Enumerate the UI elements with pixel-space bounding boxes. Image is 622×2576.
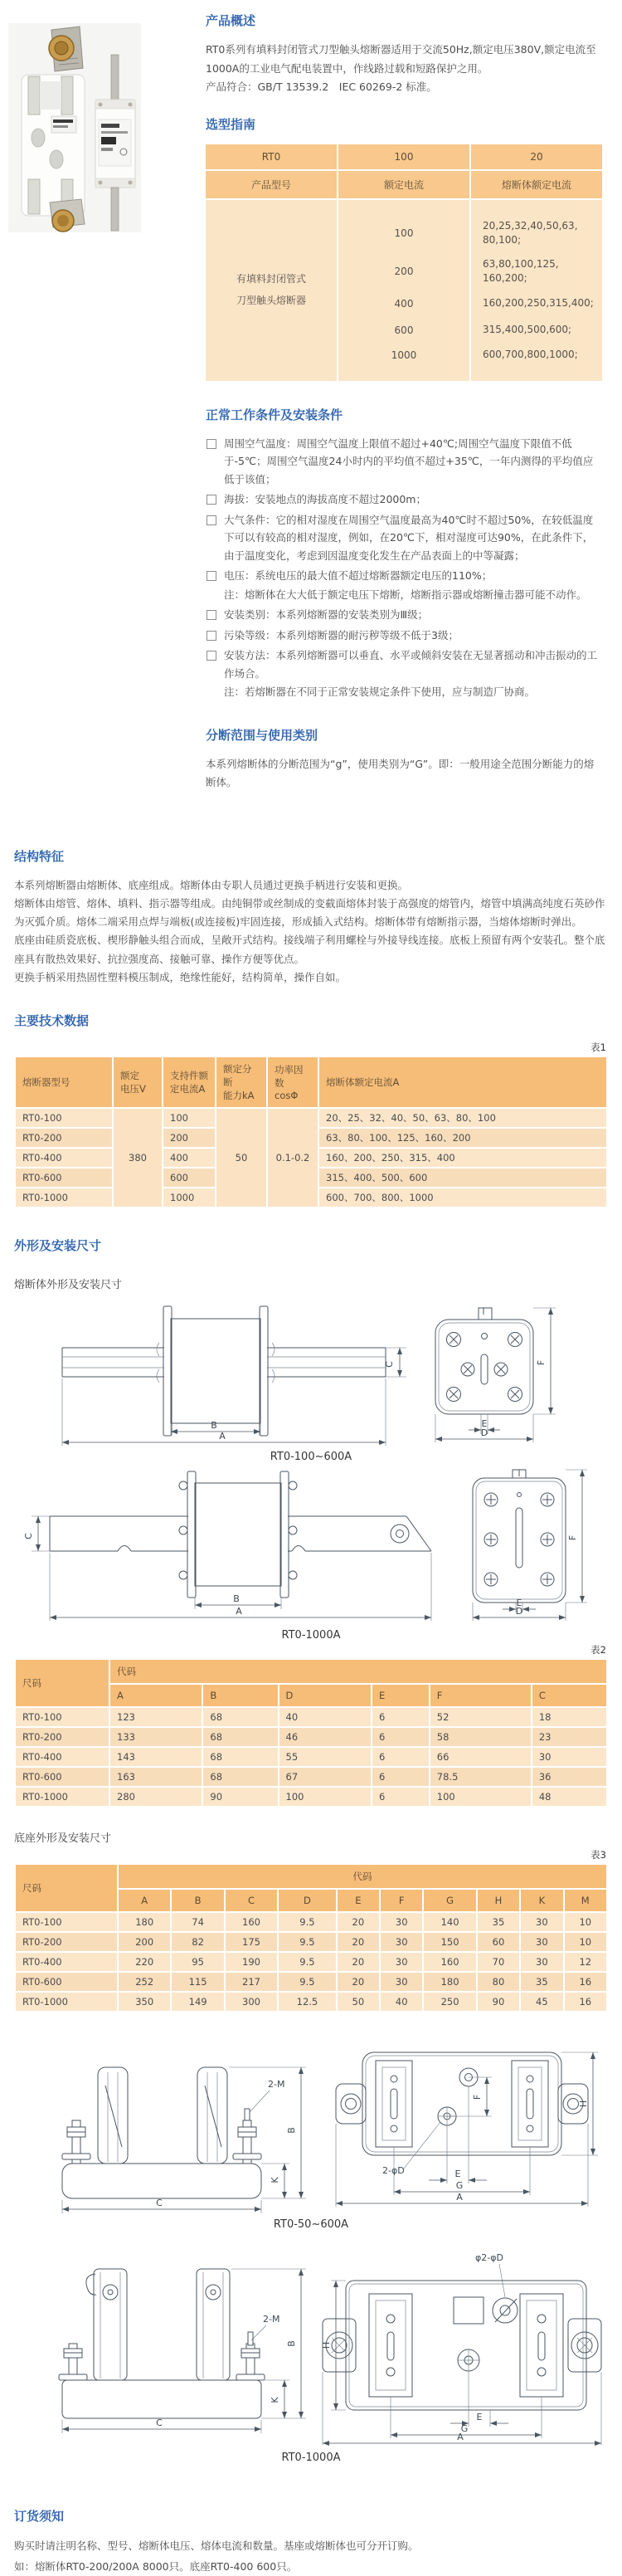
base-50-600-drawing: [14, 2037, 611, 2215]
condition-item: [206, 435, 602, 489]
dim-label-c: C: [23, 1533, 34, 1539]
dim-label-c: C: [384, 1361, 395, 1368]
product-photo: [8, 23, 141, 232]
dim-label-a: A: [219, 1431, 226, 1442]
cell: 48: [532, 1788, 606, 1806]
cell: 180: [119, 1913, 170, 1931]
structure-paragraph: 熔断体由熔管、熔体、填料、指示器等组成。由纯铜带或丝制成的变截面熔体封装于高强度的熔管内，熔管中填满高纯度石英砂作为灭弧介质。熔体二端采用点焊与端板(或连接板)牢固连接，形成插入式结构。熔断体带有熔断指示器，当熔体熔断时弹出。: [14, 896, 605, 928]
cell: RT0-600: [16, 1768, 109, 1786]
cell: 30: [381, 1933, 422, 1951]
product-name-cell: [206, 200, 337, 381]
col-header: F: [430, 1685, 531, 1706]
dim-label-c: C: [156, 2417, 163, 2428]
cell: RT0-100: [16, 1913, 117, 1931]
col-header: 熔断器型号: [16, 1057, 112, 1107]
structure-paragraph: 更换手柄采用热固性塑料模压制成，绝缘性能好，结构简单，操作自如。: [14, 970, 347, 983]
cell: 68: [203, 1728, 277, 1746]
dim-label-f: F: [536, 1359, 547, 1366]
dim-label-d: D: [515, 1606, 523, 1617]
fuse-1000-drawing: [17, 1468, 605, 1626]
cell: 100: [394, 227, 414, 239]
cell: 20: [338, 1913, 379, 1931]
cell: 20: [338, 1953, 379, 1971]
cell: RT0-1000: [16, 1993, 117, 2011]
cell-breaking: 50: [216, 1109, 266, 1207]
cell: 58: [430, 1728, 531, 1746]
structure-paragraph: 本系列熔断器由熔断体、底座组成。熔断体由专职人员通过更换手柄进行安装和更换。: [14, 878, 409, 891]
cell: 63、80、100、125、160、200: [319, 1129, 606, 1147]
condition-item: [206, 567, 602, 603]
cell: 6: [372, 1768, 429, 1786]
col-header: G: [424, 1890, 475, 1911]
col-header: A: [110, 1685, 202, 1706]
col-header: RT0: [206, 144, 337, 169]
cell: 350: [119, 1993, 170, 2011]
dim-label-k: K: [270, 2177, 280, 2183]
dim-label-k: K: [270, 2397, 280, 2403]
cell: 400: [163, 1149, 215, 1167]
dim-label-h: H: [578, 2100, 589, 2108]
body-current-column: [471, 200, 602, 381]
fuse-100-600-drawing: [17, 1296, 605, 1447]
cell: 68: [203, 1708, 277, 1726]
condition-text: [224, 646, 602, 701]
cell: 280: [110, 1788, 202, 1806]
cell: RT0-100: [16, 1708, 109, 1726]
base-drawing-50-600: [14, 2037, 608, 2231]
table-row: [16, 1953, 606, 1971]
cell: 20,25,32,40,50,63, 80,100;: [483, 220, 578, 246]
table-header-row: [16, 1660, 606, 1683]
cell: 30: [532, 1748, 606, 1766]
cell: 12.5: [279, 1993, 335, 2011]
cell: RT0-1000: [16, 1788, 109, 1806]
col-header: D: [279, 1685, 371, 1706]
col-header: C: [532, 1685, 606, 1706]
tech-data-section: [0, 1012, 622, 1208]
col-header: B: [203, 1685, 277, 1706]
cell: 35: [521, 1973, 562, 1991]
cell: 10: [565, 1933, 606, 1951]
cell: 100: [279, 1788, 371, 1806]
cell: 78.5: [430, 1768, 531, 1786]
col-header: M: [565, 1890, 606, 1911]
cell: 30: [381, 1953, 422, 1971]
selection-subheader-row: [206, 171, 602, 198]
col-header: 额定 电压V: [114, 1057, 162, 1107]
cell: 18: [532, 1708, 606, 1726]
top-section: [0, 0, 622, 811]
table-row: [16, 1728, 606, 1746]
cell: 400: [394, 297, 414, 310]
table-header-row: [16, 1057, 606, 1107]
checkbox-icon: [207, 571, 216, 581]
col-header: 熔断体额定电流: [471, 171, 602, 198]
cell: 600: [163, 1168, 215, 1187]
col-header: 额定分断 能力kA: [216, 1057, 266, 1107]
condition-item: [206, 606, 602, 624]
cell: 20: [338, 1973, 379, 1991]
cell: 160: [424, 1953, 475, 1971]
cell: 16: [565, 1973, 606, 1991]
cell: 6: [372, 1708, 429, 1726]
cell: 133: [110, 1728, 202, 1746]
cell: 175: [226, 1933, 277, 1951]
table-row: [16, 1973, 606, 1991]
cell: 68: [203, 1748, 277, 1766]
cell: 95: [172, 1953, 223, 1971]
cell: RT0-600: [16, 1168, 112, 1187]
dim-label-2m: 2-M: [263, 2314, 280, 2325]
checkbox-icon: [207, 515, 216, 525]
selection-header-row: [206, 144, 602, 169]
dim-label-d: D: [480, 1427, 488, 1438]
cell: 82: [172, 1933, 223, 1951]
dim-label-a: A: [236, 1606, 242, 1617]
dim-label-h: H: [321, 2341, 332, 2349]
dim-label-2m: 2-M: [268, 2079, 285, 2090]
structure-paragraph: 底座由硅质瓷底板、楔形静触头组合而成，呈敞开式结构。接线端子利用螺栓与外接导线连接。底板上预留有两个安装孔。整个底座具有散热效果好、抗拉强度高、接触可靠、操作方便等优点。: [14, 934, 605, 965]
dim-label-a: A: [456, 2192, 463, 2203]
col-header: B: [172, 1890, 223, 1911]
corner-header: 尺码: [16, 1660, 109, 1706]
top-right-column: [206, 12, 602, 811]
cell: 90: [478, 1993, 519, 2011]
base-dims-subtitle: 底座外形及安装尺寸: [14, 1832, 112, 1845]
cell: 30: [521, 1933, 562, 1951]
condition-item: [206, 627, 602, 645]
rated-current-column: [338, 200, 469, 381]
cell: 36: [532, 1768, 606, 1786]
condition-note: 注：若熔断器在不同于正常安装规定条件下使用，应与制造厂协商。: [224, 685, 536, 698]
ordering-line1: 购买时请注明名称、型号、熔断体电压、熔体电流和数量。基座或熔断体也可分开订购。: [14, 2539, 419, 2552]
selection-heading: 选型指南: [206, 116, 256, 132]
base-1000-drawing: [14, 2246, 611, 2448]
col-header: H: [478, 1890, 519, 1911]
col-header: 熔断体额定电流A: [319, 1057, 606, 1107]
cell: 30: [381, 1913, 422, 1931]
dim-label-c: C: [156, 2198, 163, 2208]
cell: 200: [119, 1933, 170, 1951]
cell: 10: [565, 1913, 606, 1931]
col-header: K: [521, 1890, 562, 1911]
col-header: 额定电流: [338, 171, 469, 198]
dim-label-phi2phid: φ2-φD: [475, 2252, 503, 2263]
table-header-row: [16, 1865, 606, 1888]
condition-text: [224, 567, 587, 603]
cell: 20: [338, 1933, 379, 1951]
tech-heading: 主要技术数据: [14, 1013, 90, 1028]
col-header: C: [226, 1890, 277, 1911]
ordering-line2: 如：熔断体RT0-200/200A 8000只。底座RT0-400 600只。: [14, 2560, 298, 2574]
cell: 160,200,250,315,400;: [483, 297, 594, 310]
cell: 163: [110, 1768, 202, 1786]
cell: RT0-600: [16, 1973, 117, 1991]
col-header: F: [381, 1890, 422, 1911]
dim-label-b: B: [233, 1593, 240, 1604]
cell: 143: [110, 1748, 202, 1766]
condition-note: 注：熔断体在大大低于额定电压下熔断，熔断指示器或熔断撞击器可能不动作。: [224, 588, 587, 601]
checkbox-icon: [207, 495, 216, 505]
conditions-heading: 正常工作条件及安装条件: [206, 407, 343, 422]
corner-header: 尺码: [16, 1865, 117, 1911]
condition-item: [206, 646, 602, 701]
overview-text: [206, 41, 602, 97]
cell: 40: [279, 1708, 371, 1726]
group-header: 代码: [119, 1865, 606, 1888]
cell: 600,700,800,1000;: [483, 349, 578, 361]
cell: 16: [565, 1993, 606, 2011]
overview-line2: 产品符合：GB/T 13539.2 IEC 60269-2 标准。: [206, 80, 437, 93]
table-row: [16, 1788, 606, 1806]
dim-label-f: F: [472, 2094, 483, 2100]
cell: 63,80,100,125, 160,200;: [483, 258, 559, 284]
cell: RT0-100: [16, 1109, 112, 1127]
condition-item: [206, 511, 602, 565]
cell: RT0-200: [16, 1933, 117, 1951]
checkbox-icon: [207, 651, 216, 661]
cell: 160: [226, 1913, 277, 1931]
base-50-600-caption: RT0-50~600A: [273, 2218, 349, 2231]
conditions-section: [206, 406, 602, 701]
cell: 70: [478, 1953, 519, 1971]
cell: 315、400、500、600: [319, 1168, 606, 1187]
fuse-drawing-100-600: [14, 1296, 608, 1463]
fuse-100-600-caption: RT0-100~600A: [270, 1451, 352, 1463]
cell: 66: [430, 1748, 531, 1766]
cell: 100: [163, 1109, 215, 1127]
cell: 20、25、32、40、50、63、80、100: [319, 1109, 606, 1127]
table-row: [16, 1933, 606, 1951]
cell: 52: [430, 1708, 531, 1726]
cell: 80: [478, 1973, 519, 1991]
cell: 315,400,500,600;: [483, 324, 572, 336]
dim-label-b: B: [286, 2127, 297, 2134]
cell: 123: [110, 1708, 202, 1726]
table2-label: 表2: [590, 1644, 606, 1656]
cell: 9.5: [279, 1953, 335, 1971]
cell: 6: [372, 1788, 429, 1806]
table-row: [16, 1768, 606, 1786]
col-header: E: [372, 1685, 429, 1706]
table1-label: 表1: [590, 1042, 606, 1053]
cell: 40: [381, 1993, 422, 2011]
table-row: [16, 1109, 606, 1127]
table-row: [16, 1708, 606, 1726]
cell: 12: [565, 1953, 606, 1971]
condition-item: [206, 490, 602, 509]
cell: 46: [279, 1728, 371, 1746]
cell: 140: [424, 1913, 475, 1931]
cell: 60: [478, 1933, 519, 1951]
cell: 23: [532, 1728, 606, 1746]
cell: 30: [381, 1973, 422, 1991]
cell: 35: [478, 1913, 519, 1931]
cell: 250: [424, 1993, 475, 2011]
col-header: 100: [338, 144, 469, 169]
checkbox-icon: [207, 439, 216, 449]
selection-body: [206, 200, 602, 381]
condition-main: 安装方法：本系列熔断器可以垂直、水平或倾斜安装在无显著摇动和冲击振动的工作场合。: [224, 649, 598, 680]
table3-label: 表3: [590, 1849, 606, 1861]
cell: 9.5: [279, 1913, 335, 1931]
col-header: A: [119, 1890, 170, 1911]
dim-label-2phid: 2-φD: [382, 2165, 405, 2176]
cell: 217: [226, 1973, 277, 1991]
cell: 160、200、250、315、400: [319, 1149, 606, 1167]
ordering-section: [0, 2507, 622, 2576]
dim-label-e: E: [476, 2412, 483, 2422]
product-name-line2: 刀型触头熔断器: [236, 294, 306, 306]
dimensions-section: [0, 1237, 622, 2464]
cell: 149: [172, 1993, 223, 2011]
cell-cos: 0.1-0.2: [268, 1109, 318, 1207]
checkbox-icon: [207, 610, 216, 620]
condition-text: 污染等级：本系列熔断器的耐污秽等级不低于3级；: [224, 628, 459, 642]
cell: 300: [226, 1993, 277, 2011]
condition-text: 大气条件：它的相对湿度在周围空气温度最高为40℃时不超过50%，在较低温度下可以有较高的相对湿度，例如，在20℃下，相对湿度可达90%，在此条件下，由于温度变化，考虑到因温度变化发生在产品表面上的中等凝露；: [224, 513, 594, 562]
cell-voltage: 380: [114, 1109, 162, 1207]
base-drawing-1000: [14, 2246, 608, 2464]
cell: 220: [119, 1953, 170, 1971]
col-header: 产品型号: [206, 171, 337, 198]
fuse-dims-subtitle: 熔断体外形及安装尺寸: [14, 1279, 123, 1291]
product-photo-area: [8, 12, 206, 811]
fuse-1000-caption: RT0-1000A: [281, 1629, 341, 1642]
cell: RT0-200: [16, 1728, 109, 1746]
cell: 45: [521, 1993, 562, 2011]
cell: 1000: [391, 349, 417, 361]
base-1000-caption: RT0-1000A: [281, 2452, 341, 2464]
cell: 115: [172, 1973, 223, 1991]
cell: 67: [279, 1768, 371, 1786]
cell: 252: [119, 1973, 170, 1991]
base-dimensions-table: [14, 1863, 608, 2013]
cell: 200: [163, 1129, 215, 1147]
cell: 50: [338, 1993, 379, 2011]
cell: 1000: [163, 1188, 215, 1207]
col-header: 20: [471, 144, 602, 169]
dim-label-g: G: [455, 2180, 464, 2191]
cell: 30: [521, 1953, 562, 1971]
cell: 180: [424, 1973, 475, 1991]
cell: RT0-400: [16, 1149, 112, 1167]
dim-label-a: A: [457, 2432, 464, 2442]
col-header: D: [279, 1890, 335, 1911]
cell: 150: [424, 1933, 475, 1951]
cell: RT0-1000: [16, 1188, 112, 1207]
breaking-text: 本系列熔断体的分断范围为“g”，使用类别为“G”。即：一般用途全范围分断能力的熔断体。: [206, 757, 595, 788]
cell: 9.5: [279, 1973, 335, 1991]
condition-text: 安装类别：本系列熔断器的安装类别为Ⅲ级；: [224, 608, 429, 621]
cell: 600: [394, 324, 414, 336]
cell: 6: [372, 1728, 429, 1746]
cell: 74: [172, 1913, 223, 1931]
dim-label-e: E: [481, 1418, 488, 1429]
dimensions-heading: 外形及安装尺寸: [14, 1238, 102, 1253]
cell: 200: [394, 265, 414, 277]
dim-label-f: F: [567, 1534, 578, 1541]
condition-main: 电压：系统电压的最大值不超过熔断器额定电压的110%；: [224, 569, 493, 582]
overview-line1: RT0系列有填料封闭管式刀型触头熔断器适用于交流50Hz,额定电压380V,额定电流至1000A的工业电气配电装置中，作线路过载和短路保护之用。: [206, 43, 596, 75]
breaking-range-section: [206, 726, 602, 793]
group-header: 代码: [110, 1660, 606, 1683]
table-row: [16, 1748, 606, 1766]
condition-text: 海拔：安装地点的海拔高度不超过2000m；: [224, 493, 426, 505]
cell: RT0-400: [16, 1953, 117, 1971]
structure-heading: 结构特征: [14, 848, 65, 864]
tech-table: [14, 1056, 608, 1208]
col-header: E: [338, 1890, 379, 1911]
dim-label-e: E: [454, 2169, 461, 2179]
breaking-heading: 分断范围与使用类别: [206, 727, 318, 743]
cell: 90: [203, 1788, 277, 1806]
cell: 68: [203, 1768, 277, 1786]
col-header: 功率因数 cosΦ: [268, 1057, 318, 1107]
table-row: [16, 1993, 606, 2011]
table-row: [16, 1913, 606, 1931]
cell: 30: [521, 1913, 562, 1931]
condition-text: 周围空气温度：周围空气温度上限值不超过+40℃;周围空气温度下限值不低于-5℃；周围空气温度24小时内的平均值不超过+35℃，一年内测得的平均值应低于该值；: [224, 437, 594, 485]
cell: 100: [430, 1788, 531, 1806]
ordering-heading: 订货须知: [14, 2509, 65, 2524]
fuse-dimensions-table: [14, 1658, 608, 1808]
col-header: 支持件额 定电流A: [163, 1057, 215, 1107]
cell: RT0-200: [16, 1129, 112, 1147]
cell: 9.5: [279, 1933, 335, 1951]
fuse-drawing-1000: [14, 1468, 608, 1642]
selection-table: [206, 144, 602, 381]
product-name-line1: 有填料封闭管式: [236, 273, 306, 285]
overview-heading: 产品概述: [206, 13, 256, 28]
dim-label-g: G: [460, 2423, 469, 2434]
cell: 190: [226, 1953, 277, 1971]
structure-section: [0, 847, 622, 988]
dim-label-e: E: [516, 1598, 522, 1608]
cell: 600、700、800、1000: [319, 1188, 606, 1207]
dim-label-b: B: [211, 1420, 217, 1431]
cell: RT0-400: [16, 1748, 109, 1766]
cell: 6: [372, 1748, 429, 1766]
checkbox-icon: [207, 631, 216, 641]
dim-label-b: B: [286, 2340, 297, 2347]
cell: 55: [279, 1748, 371, 1766]
